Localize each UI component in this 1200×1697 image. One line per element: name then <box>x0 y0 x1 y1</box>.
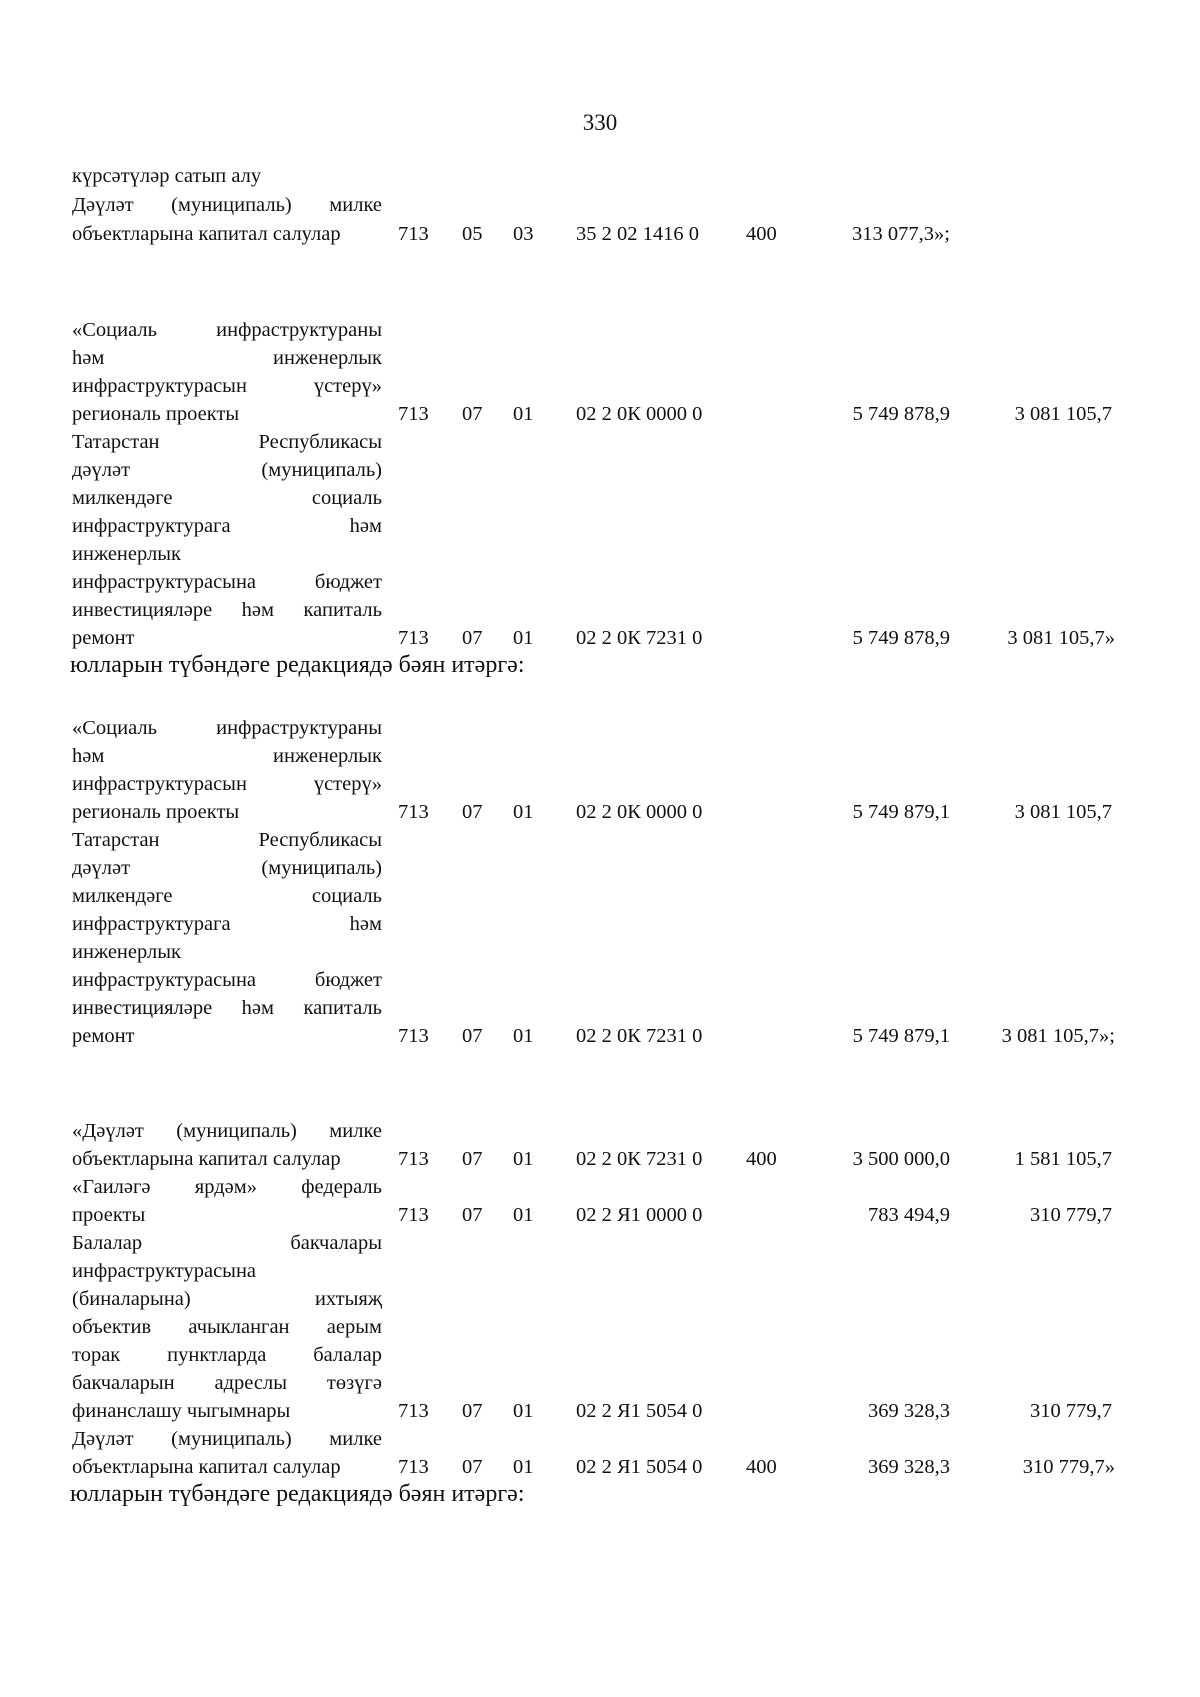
cell-section-code: 05 <box>462 223 483 245</box>
row-description-line: дәүләт (муниципаль) <box>72 857 382 879</box>
cell-target-article: 02 2 0К 0000 0 <box>576 403 703 425</box>
row-description-line: «Социаль инфраструктураны <box>72 319 382 341</box>
row-description-line: «Гаиләгә ярдәм» федераль <box>72 1176 382 1198</box>
row-description-line: региональ проекты <box>72 801 240 823</box>
cell-ministry-code: 713 <box>398 1204 429 1226</box>
row-description-line: ремонт <box>72 627 135 649</box>
cell-subsection-code: 01 <box>513 403 534 425</box>
row-description-line: торак пунктларда балалар <box>72 1344 382 1366</box>
cell-section-code: 07 <box>462 403 483 425</box>
row-description-line: Дәүләт (муниципаль) милке <box>72 1428 382 1450</box>
row-description-line: инфраструктурага һәм <box>72 913 382 935</box>
cell-target-article: 02 2 Я1 5054 0 <box>576 1400 703 1422</box>
row-description-line: дәүләт (муниципаль) <box>72 459 382 481</box>
cell-ministry-code: 713 <box>398 223 429 245</box>
cell-section-code: 07 <box>462 1204 483 1226</box>
row-description-line: Балалар бакчалары <box>72 1232 382 1254</box>
cell-amount-year1: 5 749 879,1 <box>852 1025 950 1047</box>
cell-expense-type: 400 <box>746 1456 777 1478</box>
cell-target-article: 02 2 0К 0000 0 <box>576 801 703 823</box>
row-description-line: инвестицияләре һәм капиталь <box>72 599 382 621</box>
cell-amount-year1: 369 328,3 <box>868 1400 950 1422</box>
row-description-line: инфраструктурасына <box>72 1260 257 1282</box>
cell-expense-type: 400 <box>746 223 777 245</box>
row-description-line: объектив ачыкланган аерым <box>72 1316 382 1338</box>
cell-ministry-code: 713 <box>398 1148 429 1170</box>
cell-expense-type: 400 <box>746 1148 777 1170</box>
row-description-line: инфраструктурага һәм <box>72 515 382 537</box>
cell-target-article: 02 2 Я1 0000 0 <box>576 1204 703 1226</box>
cell-target-article: 02 2 0К 7231 0 <box>576 627 703 649</box>
instruction-text: юлларын түбәндәге редакциядә бәян итәргә: <box>70 1481 525 1507</box>
cell-target-article: 35 2 02 1416 0 <box>576 223 699 245</box>
row-description-line: объектларына капитал салулар <box>72 223 341 245</box>
cell-amount-year1: 5 749 878,9 <box>852 403 950 425</box>
row-description-line: региональ проекты <box>72 403 240 425</box>
cell-amount-year1: 3 500 000,0 <box>852 1148 950 1170</box>
cell-ministry-code: 713 <box>398 403 429 425</box>
cell-amount-year2: 310 779,7 <box>1030 1204 1112 1226</box>
row-description-line: инженерлык <box>72 941 181 963</box>
row-description-line: (биналарына) ихтыяҗ <box>72 1288 382 1310</box>
cell-amount-year2: 3 081 105,7»; <box>1001 1025 1115 1047</box>
cell-section-code: 07 <box>462 627 483 649</box>
cell-amount-year1: 5 749 878,9 <box>852 627 950 649</box>
row-description-line: инвестицияләре һәм капиталь <box>72 997 382 1019</box>
row-description-line: инфраструктурасын үстерү» <box>72 375 382 397</box>
row-description-line: Татарстан Республикасы <box>72 431 382 453</box>
row-description-line: проекты <box>72 1204 146 1226</box>
cell-amount-year1: 369 328,3 <box>868 1456 950 1478</box>
cell-amount-year2: 310 779,7 <box>1030 1400 1112 1422</box>
cell-subsection-code: 03 <box>513 223 534 245</box>
row-description-line: объектларына капитал салулар <box>72 1148 341 1170</box>
row-description-line: финанслашу чыгымнары <box>72 1400 291 1422</box>
row-description-line: милкендәге социаль <box>72 885 382 907</box>
cell-section-code: 07 <box>462 1456 483 1478</box>
cell-section-code: 07 <box>462 1025 483 1047</box>
cell-amount-year2: 3 081 105,7 <box>1014 403 1112 425</box>
cell-amount-year2: 310 779,7» <box>1022 1456 1115 1478</box>
cell-amount-year2: 3 081 105,7 <box>1014 801 1112 823</box>
row-description-line: Дәүләт (муниципаль) милке <box>72 194 382 216</box>
row-description-line: инфраструктурасына бюджет <box>72 969 382 991</box>
cell-section-code: 07 <box>462 801 483 823</box>
cell-target-article: 02 2 0К 7231 0 <box>576 1148 703 1170</box>
cell-amount-year1: 783 494,9 <box>868 1204 950 1226</box>
cell-amount-year2: 1 581 105,7 <box>1014 1148 1112 1170</box>
row-description-line: милкендәге социаль <box>72 487 382 509</box>
row-description-line: һәм инженерлык <box>72 347 382 369</box>
cell-subsection-code: 01 <box>513 1456 534 1478</box>
cell-ministry-code: 713 <box>398 801 429 823</box>
row-description-line: Татарстан Республикасы <box>72 829 382 851</box>
cell-target-article: 02 2 Я1 5054 0 <box>576 1456 703 1478</box>
cell-amount-year1: 5 749 879,1 <box>852 801 950 823</box>
cell-ministry-code: 713 <box>398 1400 429 1422</box>
cell-section-code: 07 <box>462 1148 483 1170</box>
page-number: 330 <box>582 110 618 135</box>
row-description-line: бакчаларын адреслы төзүгә <box>72 1372 382 1394</box>
cell-subsection-code: 01 <box>513 627 534 649</box>
row-description-line: инженерлык <box>72 543 181 565</box>
cell-amount-year1: 313 077,3»; <box>852 223 950 245</box>
row-description-line: «Социаль инфраструктураны <box>72 717 382 739</box>
row-description-line: инфраструктурасын үстерү» <box>72 773 382 795</box>
row-description-line: ремонт <box>72 1025 135 1047</box>
cell-section-code: 07 <box>462 1400 483 1422</box>
cell-subsection-code: 01 <box>513 801 534 823</box>
instruction-text: юлларын түбәндәге редакциядә бәян итәргә: <box>70 652 525 678</box>
cell-amount-year2: 3 081 105,7» <box>1007 627 1115 649</box>
cell-subsection-code: 01 <box>513 1025 534 1047</box>
row-description-line: күрсәтүләр сатып алу <box>72 165 262 187</box>
row-description-line: һәм инженерлык <box>72 745 382 767</box>
row-description-line: инфраструктурасына бюджет <box>72 571 382 593</box>
cell-subsection-code: 01 <box>513 1400 534 1422</box>
cell-ministry-code: 713 <box>398 627 429 649</box>
cell-subsection-code: 01 <box>513 1204 534 1226</box>
cell-ministry-code: 713 <box>398 1025 429 1047</box>
cell-subsection-code: 01 <box>513 1148 534 1170</box>
cell-target-article: 02 2 0К 7231 0 <box>576 1025 703 1047</box>
row-description-line: «Дәүләт (муниципаль) милке <box>72 1120 382 1142</box>
cell-ministry-code: 713 <box>398 1456 429 1478</box>
row-description-line: объектларына капитал салулар <box>72 1456 341 1478</box>
